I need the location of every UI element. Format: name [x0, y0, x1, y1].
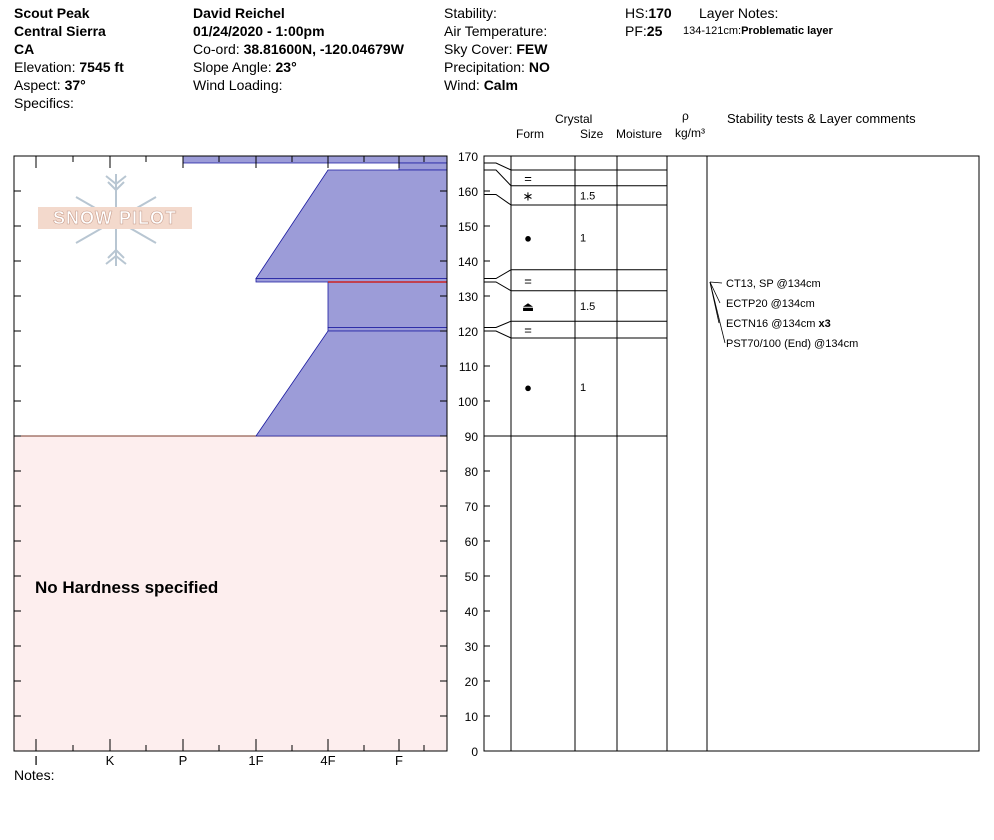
snow-pilot-logo: SNOW PILOT — [38, 207, 192, 229]
crystal-header: Crystal — [555, 112, 593, 126]
hs-label: HS: — [625, 5, 649, 21]
depth-label-60: 60 — [464, 535, 478, 549]
location-name: Scout Peak — [14, 5, 90, 21]
precip-label: Precipitation: — [444, 59, 525, 75]
layer-connector-2 — [484, 170, 511, 186]
stability-label: Stability: — [444, 5, 497, 21]
sky-value: FEW — [516, 41, 548, 57]
crystal-grid — [484, 156, 979, 751]
hardness-layer-0 — [183, 156, 447, 163]
crystal-table-frame — [484, 156, 979, 751]
stability-comments-header: Stability tests & Layer comments — [727, 111, 916, 126]
range-name: Central Sierra — [14, 23, 106, 39]
crystal-form-5: ⏏ — [521, 298, 535, 314]
hardness-label-P: P — [178, 753, 188, 768]
slope-value: 23° — [275, 59, 297, 75]
specifics-label: Specifics: — [14, 95, 74, 111]
wind-loading-label: Wind Loading: — [193, 77, 283, 93]
depth-label-0: 0 — [471, 745, 478, 759]
slope-label: Slope Angle: — [193, 59, 272, 75]
stability-arrow-0 — [710, 282, 722, 283]
state-name: CA — [14, 41, 35, 57]
depth-label-110: 110 — [458, 360, 478, 374]
hardness-layer-2 — [256, 170, 447, 279]
layer-connector-5 — [484, 282, 511, 291]
stability-arrow-1 — [710, 282, 720, 303]
depth-label-40: 40 — [464, 605, 478, 619]
size-header: Size — [580, 127, 604, 141]
depth-label-20: 20 — [464, 675, 478, 689]
stability-test-1 — [726, 277, 821, 291]
hardness-layer-4 — [328, 282, 447, 328]
layer-connectors — [484, 156, 725, 436]
stability-arrow-3 — [710, 282, 725, 343]
depth-label-30: 30 — [464, 640, 478, 654]
coord-value: 38.81600N, -120.04679W — [243, 41, 404, 57]
crystal-form-2: ∗ — [522, 188, 534, 204]
wind-value: Calm — [483, 77, 518, 93]
observer-name: David Reichel — [193, 5, 285, 21]
aspect-label: Aspect: — [14, 77, 61, 93]
hardness-label-F: F — [395, 753, 403, 768]
stability-test-2-text: ECTP20 @134cm — [726, 298, 815, 310]
crystal-form-3: ● — [524, 230, 532, 246]
crystal-size-7: 1 — [580, 382, 587, 394]
stability-test-3-suffix: x3 — [818, 318, 831, 330]
stability-test-3 — [726, 317, 831, 331]
crystal-size-5: 1.5 — [580, 300, 596, 313]
depth-label-170: 170 — [457, 150, 478, 164]
air-temp-label: Air Temperature: — [444, 23, 548, 39]
hardness-label-4F: 4F — [320, 753, 336, 768]
crystal-size-3: 1 — [580, 232, 587, 245]
crystal-form-7: ● — [524, 380, 532, 395]
depth-label-130: 130 — [457, 290, 478, 304]
layer-notes-label: Layer Notes: — [699, 5, 779, 21]
hs-value: 170 — [648, 5, 672, 21]
layer-connector-1 — [484, 163, 511, 170]
stability-test-4-text: PST70/100 (End) @134cm — [726, 338, 859, 350]
layer-connector-3 — [484, 195, 511, 206]
depth-label-150: 150 — [457, 220, 478, 234]
no-hardness-label: No Hardness specified — [35, 578, 219, 597]
layer-note-range: 134-121cm: — [683, 25, 742, 37]
elevation-value: 7545 ft — [79, 59, 124, 75]
depth-label-120: 120 — [457, 325, 478, 339]
aspect-value: 37° — [64, 77, 86, 93]
coord-label: Co-ord: — [193, 41, 240, 57]
hardness-layer-1 — [399, 163, 447, 170]
sky-label: Sky Cover: — [444, 41, 513, 57]
crystal-form-6: = — [524, 322, 532, 338]
observation-datetime: 01/24/2020 - 1:00pm — [193, 23, 325, 39]
stability-test-2 — [726, 297, 815, 311]
layer-connector-7 — [484, 331, 511, 338]
pf-label: PF: — [625, 23, 647, 39]
density-unit-header: kg/m³ — [675, 126, 705, 140]
notes-label: Notes: — [14, 767, 55, 783]
stability-test-4 — [726, 337, 858, 351]
depth-label-10: 10 — [464, 710, 478, 724]
crystal-form-1: = — [524, 170, 532, 186]
hardness-label-1F: 1F — [248, 753, 264, 768]
wind-label: Wind: — [444, 77, 480, 93]
elevation-label: Elevation: — [14, 59, 76, 75]
layer-note-text: Problematic layer — [741, 25, 833, 37]
crystal-size-2: 1.5 — [580, 190, 596, 203]
hardness-layer-6 — [256, 331, 447, 436]
crystal-form-4: = — [524, 273, 532, 289]
layer-connector-4 — [484, 270, 511, 279]
rho-header: ρ — [682, 109, 689, 123]
depth-label-70: 70 — [464, 500, 478, 514]
hardness-label-K: K — [105, 753, 115, 768]
depth-label-160: 160 — [457, 185, 478, 199]
stability-test-3-text: ECTN16 @134cm — [726, 318, 816, 330]
hardness-layer-5 — [328, 328, 447, 332]
depth-label-50: 50 — [464, 570, 478, 584]
depth-label-90: 90 — [464, 430, 478, 444]
precip-value: NO — [528, 59, 550, 75]
depth-label-100: 100 — [457, 395, 478, 409]
depth-label-80: 80 — [464, 465, 478, 479]
layer-connector-6 — [484, 321, 511, 327]
depth-label-140: 140 — [457, 255, 478, 269]
hardness-label-I: I — [34, 753, 38, 768]
stability-test-1-text: CT13, SP @134cm — [726, 278, 821, 290]
form-header: Form — [516, 127, 544, 141]
pf-value: 25 — [646, 23, 663, 39]
moisture-header: Moisture — [616, 127, 663, 141]
